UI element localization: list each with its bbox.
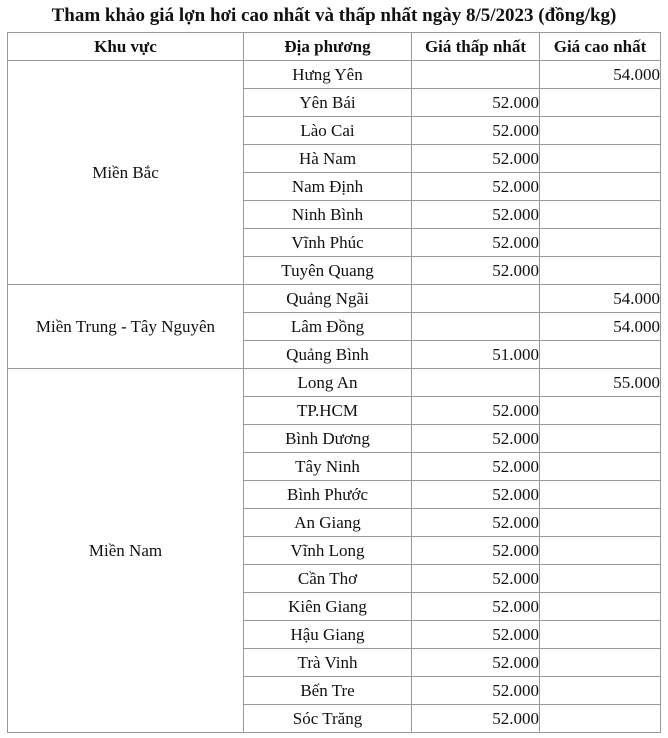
table-row <box>8 61 661 89</box>
header-lowest-price: Giá thấp nhất <box>412 33 540 61</box>
locality-cell: Trà Vinh <box>244 649 412 677</box>
lowest-price-cell: 52.000 <box>412 257 540 285</box>
highest-price-cell <box>540 481 661 509</box>
locality-cell: Hưng Yên <box>244 61 412 89</box>
lowest-price-cell <box>412 369 540 397</box>
locality-cell: Long An <box>244 369 412 397</box>
locality-cell: Hậu Giang <box>244 621 412 649</box>
lowest-price-cell: 52.000 <box>412 397 540 425</box>
highest-price-cell: 55.000 <box>540 369 661 397</box>
highest-price-cell <box>540 621 661 649</box>
lowest-price-cell <box>412 61 540 89</box>
locality-cell: Ninh Bình <box>244 201 412 229</box>
lowest-price-cell: 52.000 <box>412 425 540 453</box>
highest-price-cell: 54.000 <box>540 313 661 341</box>
highest-price-cell <box>540 397 661 425</box>
highest-price-cell <box>540 565 661 593</box>
header-region: Khu vực <box>8 33 244 61</box>
price-table <box>7 32 661 733</box>
table-row <box>8 285 661 313</box>
locality-cell: An Giang <box>244 509 412 537</box>
lowest-price-cell: 52.000 <box>412 481 540 509</box>
lowest-price-cell: 52.000 <box>412 565 540 593</box>
lowest-price-cell <box>412 313 540 341</box>
locality-cell: Lào Cai <box>244 117 412 145</box>
lowest-price-cell: 52.000 <box>412 677 540 705</box>
locality-cell: Bình Dương <box>244 425 412 453</box>
highest-price-cell <box>540 229 661 257</box>
lowest-price-cell: 52.000 <box>412 89 540 117</box>
lowest-price-cell: 52.000 <box>412 593 540 621</box>
highest-price-cell <box>540 649 661 677</box>
lowest-price-cell: 52.000 <box>412 229 540 257</box>
highest-price-cell <box>540 201 661 229</box>
lowest-price-cell: 52.000 <box>412 621 540 649</box>
lowest-price-cell: 52.000 <box>412 649 540 677</box>
locality-cell: Cần Thơ <box>244 565 412 593</box>
locality-cell: Yên Bái <box>244 89 412 117</box>
highest-price-cell: 54.000 <box>540 285 661 313</box>
locality-cell: Vĩnh Long <box>244 537 412 565</box>
locality-cell: Tuyên Quang <box>244 257 412 285</box>
locality-cell: Hà Nam <box>244 145 412 173</box>
lowest-price-cell: 51.000 <box>412 341 540 369</box>
locality-cell: Lâm Đồng <box>244 313 412 341</box>
locality-cell: Bến Tre <box>244 677 412 705</box>
locality-cell: Tây Ninh <box>244 453 412 481</box>
highest-price-cell: 54.000 <box>540 61 661 89</box>
locality-cell: Quảng Bình <box>244 341 412 369</box>
header-highest-price: Giá cao nhất <box>540 33 661 61</box>
region-cell: Miền Trung - Tây Nguyên <box>8 285 244 369</box>
highest-price-cell <box>540 509 661 537</box>
lowest-price-cell: 52.000 <box>412 173 540 201</box>
region-cell: Miền Nam <box>8 369 244 733</box>
highest-price-cell <box>540 89 661 117</box>
highest-price-cell <box>540 341 661 369</box>
lowest-price-cell: 52.000 <box>412 145 540 173</box>
locality-cell: Sóc Trăng <box>244 705 412 733</box>
table-row <box>8 369 661 397</box>
highest-price-cell <box>540 537 661 565</box>
highest-price-cell <box>540 257 661 285</box>
lowest-price-cell: 52.000 <box>412 453 540 481</box>
highest-price-cell <box>540 145 661 173</box>
locality-cell: Bình Phước <box>244 481 412 509</box>
lowest-price-cell: 52.000 <box>412 705 540 733</box>
locality-cell: Quảng Ngãi <box>244 285 412 313</box>
highest-price-cell <box>540 117 661 145</box>
lowest-price-cell: 52.000 <box>412 117 540 145</box>
locality-cell: Vĩnh Phúc <box>244 229 412 257</box>
header-locality: Địa phương <box>244 33 412 61</box>
highest-price-cell <box>540 453 661 481</box>
table-body <box>8 61 661 733</box>
lowest-price-cell: 52.000 <box>412 537 540 565</box>
locality-cell: Kiên Giang <box>244 593 412 621</box>
header-row <box>8 33 661 61</box>
lowest-price-cell: 52.000 <box>412 509 540 537</box>
highest-price-cell <box>540 173 661 201</box>
locality-cell: TP.HCM <box>244 397 412 425</box>
region-cell: Miền Bắc <box>8 61 244 285</box>
locality-cell: Nam Định <box>244 173 412 201</box>
lowest-price-cell <box>412 285 540 313</box>
highest-price-cell <box>540 705 661 733</box>
table-title: Tham khảo giá lợn hơi cao nhất và thấp nhất ngày 8/5/2023 (đồng/kg) <box>51 5 617 26</box>
highest-price-cell <box>540 425 661 453</box>
lowest-price-cell: 52.000 <box>412 201 540 229</box>
highest-price-cell <box>540 677 661 705</box>
highest-price-cell <box>540 593 661 621</box>
